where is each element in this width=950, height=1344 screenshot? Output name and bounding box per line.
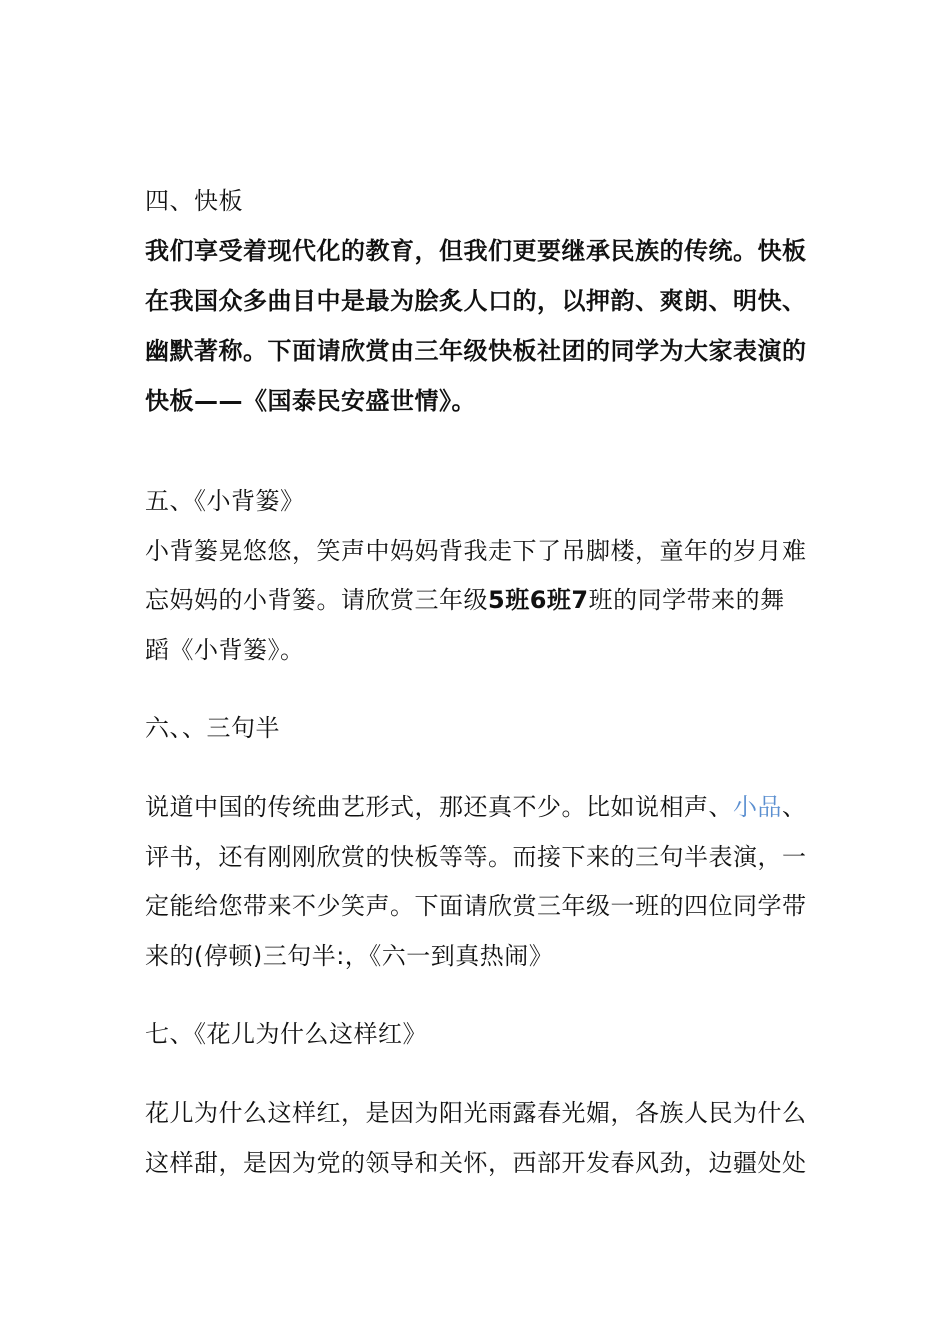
section-7-line-1: 花儿为什么这样红，是因为阳光雨露春光媚，各族人民为什么 [145,1099,807,1127]
section-7-line-2: 这样甜，是因为党的领导和关怀，西部开发春风劲，边疆处处 [145,1149,807,1177]
class-label: 班 [546,586,572,614]
class-label: 班 [505,586,530,614]
xiaopin-link[interactable]: 小品 [733,793,782,821]
section-6-line-1 [145,792,807,822]
section-4-line-2: 在我国众多曲目中是最为脍炙人口的，以押韵、爽朗、明快、 [145,287,807,315]
class-number-6: 6 [529,586,547,614]
section-5-line-2-text-g: 班的同学带来的舞 [588,586,785,614]
section-5-heading: 五、《小背篓》 [145,487,305,515]
class-number-5: 5 [488,586,506,614]
section-6-line-4: 来的(停顿)三句半:，《六一到真热闹》 [145,942,554,970]
section-4-line-1: 我们享受着现代化的教育，但我们更要继承民族的传统。快板 [145,237,807,265]
section-6-line-1-text-a: 说道中国的传统曲艺形式，那还真不少。比如说相声、 [145,793,733,821]
section-4-line-4: 快板——《国泰民安盛世情》。 [145,387,476,415]
class-number-7: 7 [571,586,589,614]
section-5-line-3: 蹈《小背篓》。 [145,636,305,664]
section-6-line-1-text-b: 、 [782,793,807,821]
section-4-line-3: 幽默著称。下面请欣赏由三年级快板社团的同学为大家表演的 [145,337,807,365]
section-7-heading: 七、《花儿为什么这样红》 [145,1020,427,1048]
section-6-line-2: 评书，还有刚刚欣赏的快板等等。而接下来的三句半表演，一 [145,843,807,871]
section-5-line-1: 小背篓晃悠悠，笑声中妈妈背我走下了吊脚楼，童年的岁月难 [145,537,807,565]
section-5-line-2 [145,585,785,615]
section-6-line-3: 定能给您带来不少笑声。下面请欣赏三年级一班的四位同学带 [145,892,807,920]
section-4-heading: 四、快板 [145,187,243,215]
section-5-line-2-text-a: 忘妈妈的小背篓。请欣赏三年级 [145,586,488,614]
section-6-heading: 六、、三句半 [145,714,280,742]
